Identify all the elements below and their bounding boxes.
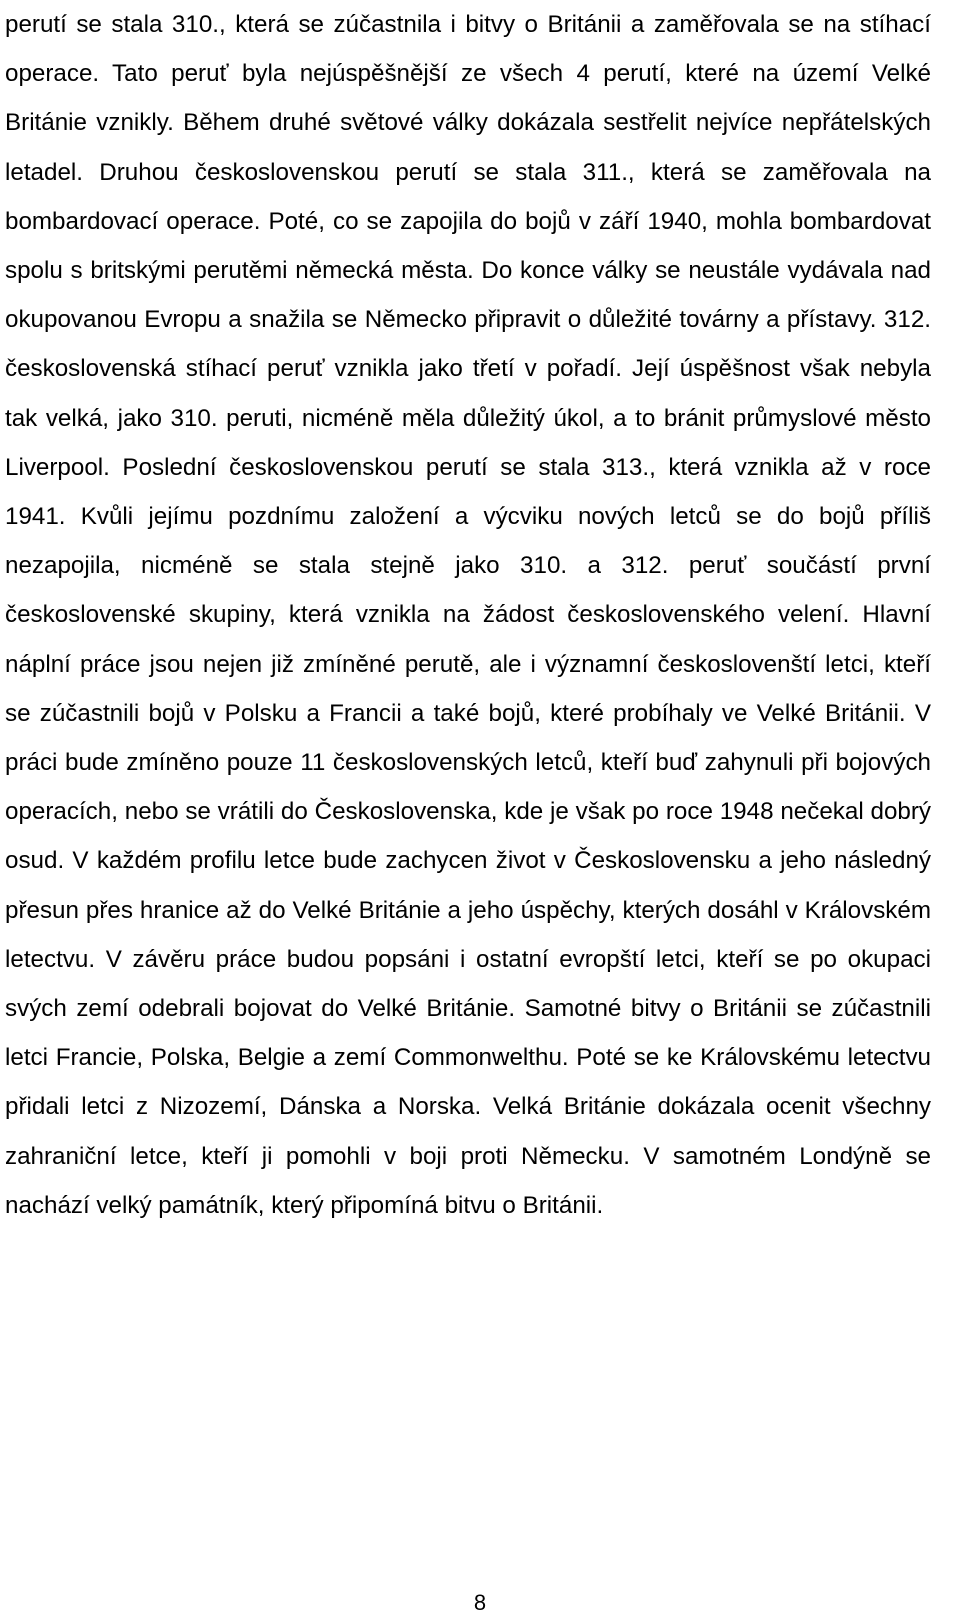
body-paragraph: perutí se stala 310., která se zúčastnila i bitvy o Británii a zaměřovala se na stíhací operace. Tato peruť byla nejúspěšnější ze všech 4 perutí, které na území Velké Británie vznikly. Během druhé světové války dokázala sestřelit nejvíce nepřátelských letadel. Druhou československou perutí se stala 311., která se zaměřovala na bombardovací operace. Poté, co se zapojila do bojů v září 1940, mohla bombardovat spolu s britskými perutěmi německá města. Do konce války se neustále vydávala nad okupovanou Evropu a snažila se Německo připravit o důležité továrny a přístavy. 312. československá stíhací peruť vznikla jako třetí v pořadí. Její úspěšnost však nebyla tak velká, jako 310. peruti, nicméně měla důležitý úkol, a to bránit průmyslové město Liverpool. Poslední československou perutí se stala 313., která vznikla až v roce 1941. Kvůli jejímu pozdnímu založení a výcviku nových letců se do bojů příliš nezapojila, nicméně se stala stejně jako 310. a 312. peruť součástí první československé skupiny, která vznikla na žádost československého velení. Hlavní náplní práce jsou nejen již zmíněné perutě, ale i významní českoslovenští letci, kteří se zúčastnili bojů v Polsku a Francii a také bojů, které probíhaly ve Velké Británii. V práci bude zmíněno pouze 11 československých letců, kteří buď zahynuli při bojových operacích, nebo se vrátili do Československa, kde je však po roce 1948 nečekal dobrý osud. V každém profilu letce bude zachycen život v Československu a jeho následný přesun přes hranice až do Velké Británie a jeho úspěchy, kterých dosáhl v Královském letectvu. V závěru práce budou popsáni i ostatní evropští letci, kteří se po okupaci svých zemí odebrali bojovat do Velké Británie. Samotné bitvy o Británii se zúčastnili letci Francie, Polska, Belgie a zemí Commonwelthu. Poté se ke Královskému letectvu přidali letci z Nizozemí, Dánska a Norska. Velká Británie dokázala ocenit všechny zahraniční letce, kteří ji pomohli v boji proti Německu. V samotném Londýně se nachází velký památník, který připomíná bitvu o Británii. xyxy=(5,11,931,1219)
page-number: 8 xyxy=(473,1590,487,1615)
